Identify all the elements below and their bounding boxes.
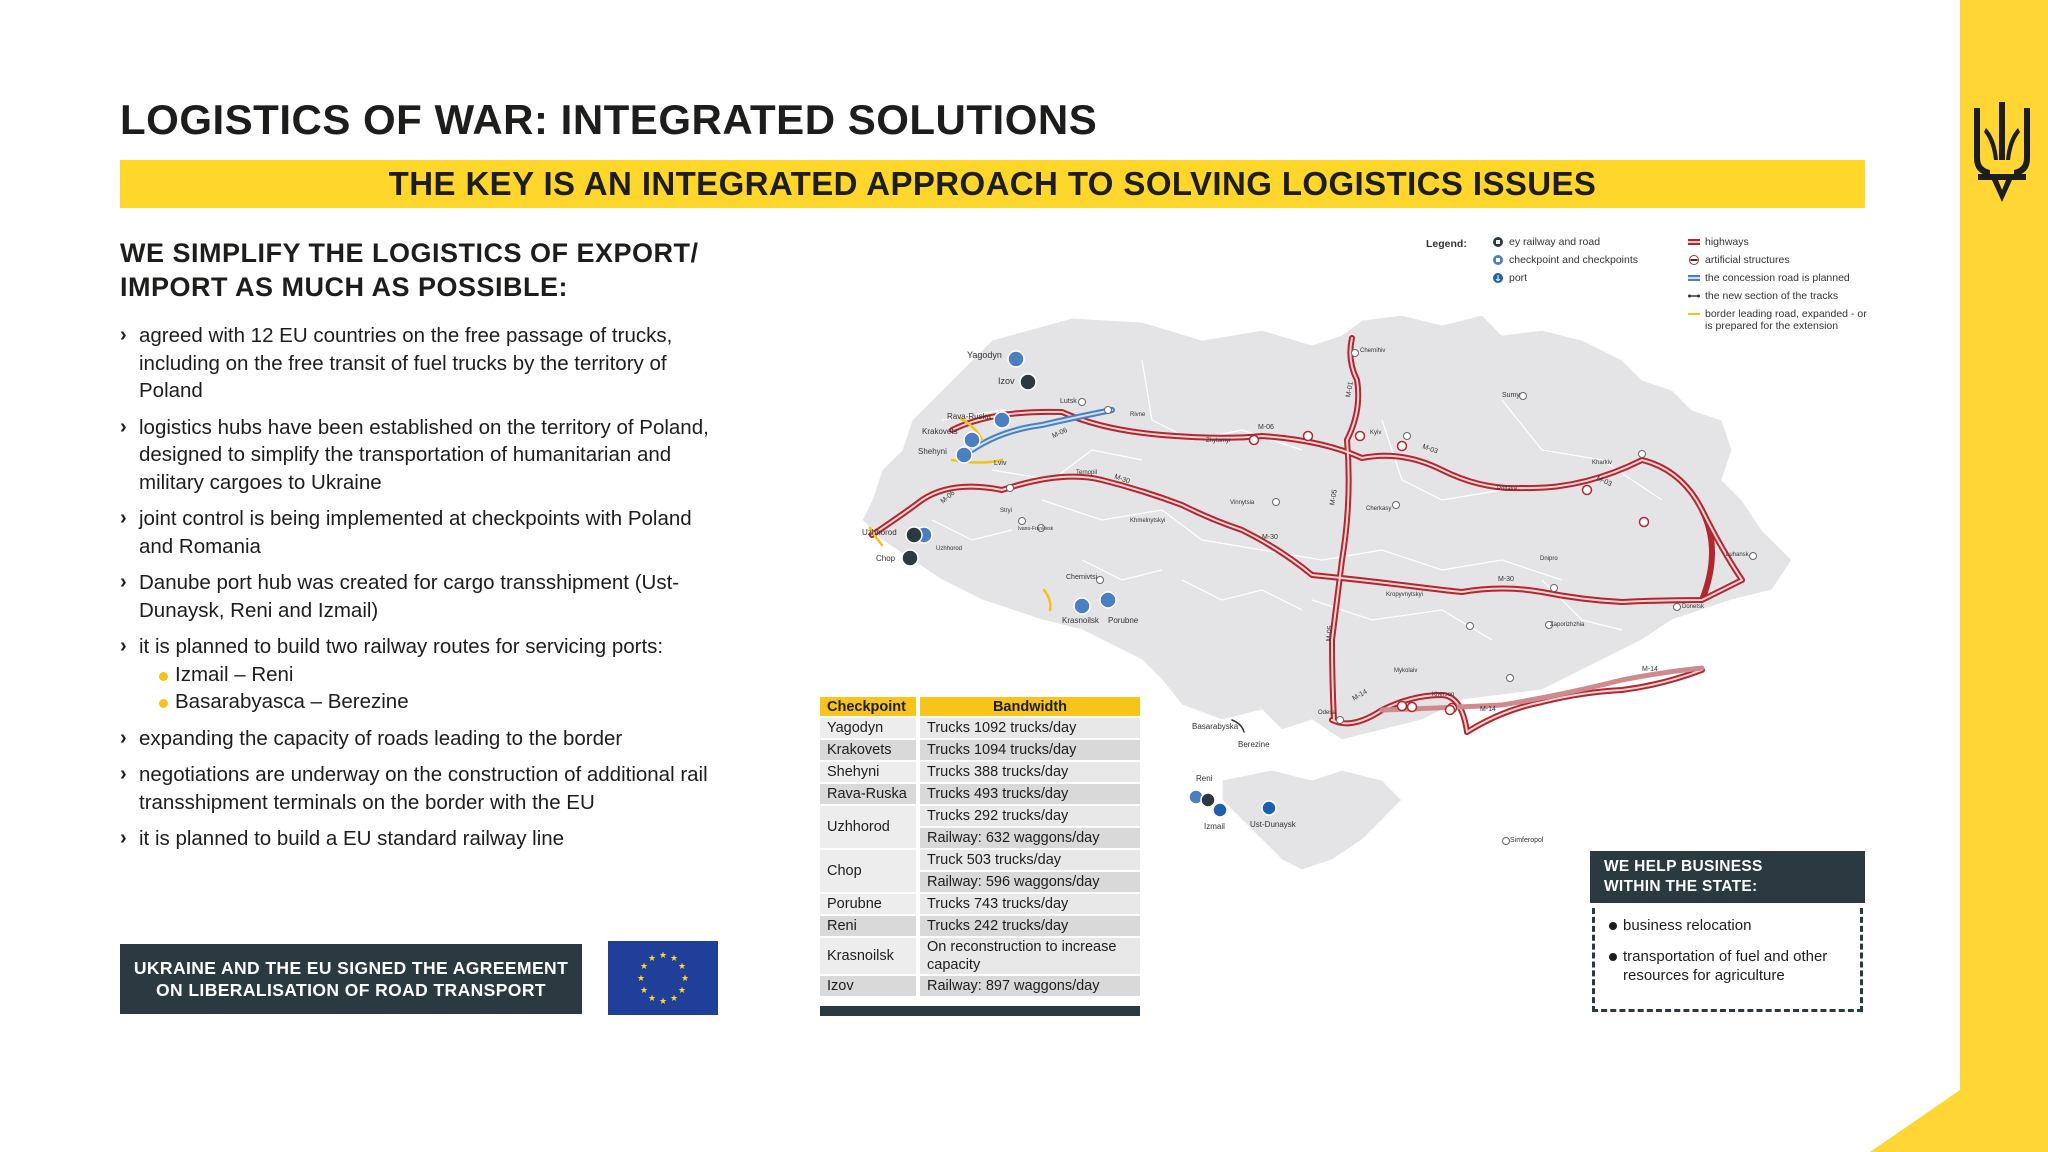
map-label-zhytomyr: Zhytomyr bbox=[1206, 438, 1232, 444]
measures-list bbox=[120, 322, 730, 862]
planned-road-line-icon bbox=[1688, 272, 1700, 284]
checkpoint-name-cell: Izov bbox=[820, 976, 920, 996]
yellow-dot-icon bbox=[159, 672, 168, 681]
checkpoint-name-cell: Yagodyn bbox=[820, 718, 920, 738]
svg-text:★: ★ bbox=[658, 951, 668, 961]
page-title: LOGISTICS OF WAR: INTEGRATED SOLUTIONS bbox=[120, 96, 1098, 143]
svg-text:★: ★ bbox=[639, 962, 649, 972]
map-label-odesa: Odesa bbox=[1318, 710, 1336, 716]
map-label-krakovets: Krakovets bbox=[922, 427, 958, 436]
map-label-zaporizhzhia: Zaporizhzhia bbox=[1550, 622, 1585, 628]
table-row bbox=[820, 762, 1140, 782]
chop-rail-icon bbox=[902, 550, 918, 566]
map-label-ust-dunaysk: Ust-Dunaysk bbox=[1250, 820, 1296, 829]
map-label-chop: Chop bbox=[876, 554, 896, 563]
map-label-yagodyn: Yagodyn bbox=[967, 350, 1002, 360]
road-label-m14: M-14 bbox=[1480, 706, 1496, 713]
list-item-text: negotiations are underway on the construction of additional rail transshipment terminals on the border with the EU bbox=[139, 763, 708, 814]
chevron-right-icon: › bbox=[120, 726, 127, 749]
rava-checkpoint-icon bbox=[994, 412, 1010, 428]
map-label-rivne: Rivne bbox=[1130, 412, 1146, 418]
key-approach-banner bbox=[120, 160, 1865, 208]
map-label-kherson: Kherson bbox=[1432, 692, 1455, 698]
legend-column bbox=[1492, 236, 1638, 290]
bullet-dot-icon bbox=[1609, 953, 1617, 961]
map-label-mykolaiv: Mykolaiv bbox=[1394, 668, 1418, 674]
column-header-checkpoint: Checkpoint bbox=[820, 697, 920, 716]
road-label-m05: M-05 bbox=[1329, 489, 1339, 506]
bandwidth-cell: Trucks 388 trucks/day bbox=[920, 762, 1140, 782]
reni-rail-icon bbox=[1201, 793, 1215, 807]
map-label-khmelnytskyi: Khmelnytskyi bbox=[1130, 518, 1166, 524]
table-row bbox=[820, 784, 1140, 804]
legend-label: Legend: bbox=[1426, 238, 1467, 250]
map-label-reni: Reni bbox=[1196, 774, 1213, 783]
rail-route-text: Izmail – Reni bbox=[175, 662, 294, 686]
map-label-basarabyaska: Basarabyska bbox=[1192, 722, 1239, 731]
map-label-lutsk: Lutsk bbox=[1060, 398, 1077, 405]
svg-text:★: ★ bbox=[677, 986, 687, 996]
rail-road-icon bbox=[1492, 236, 1504, 248]
bandwidth-cell: Railway: 596 waggons/day bbox=[920, 872, 1140, 892]
road-label-m06: M-06 bbox=[1051, 426, 1069, 441]
map-label-kyiv: Kyiv bbox=[1370, 430, 1382, 436]
list-item-text: Danube port hub was created for cargo transshipment (Ust-Dunaysk, Reni and Izmail) bbox=[139, 571, 680, 622]
road-label-m30: M-30 bbox=[1262, 534, 1278, 541]
road-label-m14: M-14 bbox=[1642, 666, 1658, 673]
checkpoint-name-cell: Shehyni bbox=[820, 762, 920, 782]
map-label-simferopol: Simferopol bbox=[1510, 837, 1544, 844]
bandwidth-cell: Railway: 897 waggons/day bbox=[920, 976, 1140, 996]
svg-text:★: ★ bbox=[647, 954, 657, 964]
izov-rail-icon bbox=[1020, 374, 1036, 390]
chevron-right-icon: › bbox=[120, 827, 127, 849]
svg-text:★: ★ bbox=[669, 994, 679, 1004]
bandwidth-cell: Railway: 632 waggons/day bbox=[920, 828, 1140, 848]
side-band-corner bbox=[1870, 1090, 1960, 1152]
table-row bbox=[820, 894, 1140, 914]
legend-item bbox=[1688, 236, 1875, 254]
map-label-ternopil: Ternopil bbox=[1076, 470, 1098, 476]
legend-text: checkpoint and checkpoints bbox=[1509, 254, 1638, 266]
agreement-badge bbox=[120, 944, 582, 1014]
svg-text:★: ★ bbox=[677, 962, 687, 972]
checkpoint-name-cell: Uzhhorod bbox=[820, 806, 920, 848]
map-label-rava: Rava-Ruska bbox=[947, 412, 992, 421]
map-label-berezine: Berezine bbox=[1238, 740, 1270, 749]
list-item bbox=[120, 569, 730, 624]
uzhhorod-rail-icon bbox=[906, 527, 922, 543]
checkpoint-name-cell: Reni bbox=[820, 916, 920, 936]
map-label-izmail: Izmail bbox=[1204, 822, 1225, 831]
bandwidth-cell: Trucks 493 trucks/day bbox=[920, 784, 1140, 804]
rail-routes-list bbox=[139, 661, 730, 716]
map-label-porubne: Porubne bbox=[1108, 616, 1139, 625]
rail-route-item bbox=[159, 661, 730, 689]
bandwidth-cell: Trucks 1094 trucks/day bbox=[920, 740, 1140, 760]
map-label-stryi: Stryi bbox=[1000, 508, 1012, 514]
bridge-icon bbox=[1688, 254, 1700, 266]
rail-route-text: Basarabyasca – Berezine bbox=[175, 690, 409, 713]
chevron-right-icon: › bbox=[120, 635, 127, 657]
map-label-izov: Izov bbox=[998, 376, 1015, 386]
help-title-line: WE HELP BUSINESS bbox=[1604, 858, 1763, 875]
bandwidth-cell: Trucks 292 trucks/day bbox=[920, 806, 1140, 826]
help-title-line: WITHIN THE STATE: bbox=[1604, 878, 1758, 895]
chevron-right-icon: › bbox=[120, 763, 127, 785]
krasnoilsk-checkpoint-icon bbox=[1074, 598, 1090, 614]
map-label-uzhhorod-city: Uzhhorod bbox=[936, 546, 963, 552]
shehyni-checkpoint-icon bbox=[956, 447, 972, 463]
legend-text: the new section of the tracks bbox=[1705, 290, 1839, 302]
list-item bbox=[120, 322, 730, 405]
legend-text: border leading road, expanded - or is prepared for the extension bbox=[1705, 308, 1867, 332]
table-row bbox=[820, 806, 1140, 826]
highway-line-icon bbox=[1688, 236, 1700, 248]
list-item-text: it is planned to build two railway routes for servicing ports: bbox=[139, 635, 664, 658]
map-label-poltava: Poltava bbox=[1497, 486, 1518, 492]
road-label-m03: M-03 bbox=[1595, 474, 1613, 489]
map-label-cherkasy: Cherkasy bbox=[1366, 506, 1392, 512]
legend-text: highways bbox=[1705, 236, 1749, 248]
map-label-sumy: Sumy bbox=[1502, 392, 1520, 399]
yagodyn-checkpoint-icon bbox=[1008, 351, 1024, 367]
map-label-kharkiv: Kharkiv bbox=[1592, 460, 1613, 466]
road-label-m06: M-06 bbox=[939, 489, 957, 506]
table-row bbox=[820, 916, 1140, 936]
legend-text: artificial structures bbox=[1705, 254, 1790, 266]
trident-emblem-icon bbox=[1970, 102, 2034, 206]
chevron-right-icon: › bbox=[120, 324, 127, 346]
logistics-heading bbox=[120, 236, 740, 304]
checkpoint-name-cell: Krasnoilsk bbox=[820, 938, 920, 974]
checkpoint-name-cell: Rava-Ruska bbox=[820, 784, 920, 804]
road-label-m05: M-05 bbox=[1325, 625, 1335, 642]
map-label-dnipro: Dnipro bbox=[1540, 556, 1558, 562]
table-row bbox=[820, 976, 1140, 996]
list-item bbox=[120, 414, 730, 497]
list-item bbox=[120, 725, 730, 753]
svg-text:★: ★ bbox=[647, 994, 657, 1004]
chevron-right-icon: › bbox=[120, 571, 127, 593]
table-header-row bbox=[820, 697, 1140, 716]
map-label-ivano: Ivano-Frankivsk bbox=[1018, 526, 1054, 532]
ust-dunaysk-port-icon bbox=[1262, 801, 1276, 815]
list-item bbox=[120, 505, 730, 560]
map-label-kropyvnytskyi: Kropyvnytskyi bbox=[1386, 592, 1424, 598]
help-item-text: transportation of fuel and other resources for agriculture bbox=[1623, 948, 1828, 984]
krakovets-checkpoint-icon bbox=[964, 432, 980, 448]
svg-text:★: ★ bbox=[669, 954, 679, 964]
checkpoint-name-cell: Krakovets bbox=[820, 740, 920, 760]
road-label-m30: M-30 bbox=[1498, 576, 1514, 583]
map-label-chernivtsi: Chernivtsi bbox=[1066, 574, 1098, 581]
legend-item bbox=[1492, 236, 1638, 254]
chevron-right-icon: › bbox=[120, 415, 127, 438]
list-item-text: it is planned to build a EU standard railway line bbox=[139, 827, 565, 850]
checkpoint-name-cell: Porubne bbox=[820, 894, 920, 914]
bandwidth-cell: On reconstruction to increase capacity bbox=[920, 938, 1140, 974]
legend-text: ey railway and road bbox=[1509, 236, 1601, 248]
legend-item bbox=[1688, 272, 1875, 290]
chevron-right-icon: › bbox=[120, 507, 127, 529]
list-item-text: agreed with 12 EU countries on the free passage of trucks, including on the free transit of fuel trucks by the territory of Poland bbox=[139, 324, 673, 402]
legend-item bbox=[1688, 254, 1875, 272]
legend-item bbox=[1492, 272, 1638, 290]
checkpoint-bandwidth-table bbox=[820, 695, 1140, 998]
svg-text:★: ★ bbox=[680, 974, 690, 984]
table-row bbox=[820, 850, 1140, 870]
svg-text:★: ★ bbox=[639, 986, 649, 996]
map-label-krasnoilsk: Krasnoilsk bbox=[1062, 616, 1099, 625]
table-row bbox=[820, 718, 1140, 738]
map-label-chernihiv: Chernihiv bbox=[1360, 348, 1386, 354]
map-label-luhansk: Luhansk bbox=[1726, 552, 1749, 558]
banner-text: THE KEY IS AN INTEGRATED APPROACH TO SOLVING LOGISTICS ISSUES bbox=[388, 165, 1597, 202]
bandwidth-cell: Trucks 242 trucks/day bbox=[920, 916, 1140, 936]
help-business-header bbox=[1590, 851, 1865, 903]
road-label-m30: M-30 bbox=[1113, 473, 1131, 486]
map-label-shehyni: Shehyni bbox=[918, 447, 947, 456]
bullet-dot-icon bbox=[1609, 922, 1617, 930]
svg-text:★: ★ bbox=[658, 997, 668, 1007]
list-item-text: expanding the capacity of roads leading to the border bbox=[139, 726, 623, 750]
bandwidth-cell: Truck 503 trucks/day bbox=[920, 850, 1140, 870]
help-business-box bbox=[1592, 908, 1863, 1012]
table-footer-bar bbox=[820, 1006, 1140, 1016]
map-label-donetsk: Donetsk bbox=[1682, 604, 1705, 610]
table-row bbox=[820, 938, 1140, 974]
yellow-dot-icon bbox=[159, 699, 168, 708]
list-item bbox=[120, 761, 730, 816]
bandwidth-cell: Trucks 743 trucks/day bbox=[920, 894, 1140, 914]
list-item-text: joint control is being implemented at checkpoints with Poland and Romania bbox=[139, 507, 692, 558]
bandwidth-cell: Trucks 1092 trucks/day bbox=[920, 718, 1140, 738]
port-icon bbox=[1492, 272, 1504, 284]
table-row bbox=[820, 740, 1140, 760]
list-item-text: logistics hubs have been established on the territory of Poland, designed to simplify the transportation of humanitarian and military cargoes to Ukraine bbox=[139, 415, 709, 494]
svg-text:★: ★ bbox=[636, 974, 646, 984]
porubne-checkpoint-icon bbox=[1100, 592, 1116, 608]
map-label-lviv: Lviv bbox=[994, 460, 1007, 467]
road-label-m01: M-01 bbox=[1345, 381, 1355, 398]
list-item bbox=[120, 825, 730, 853]
help-item bbox=[1609, 947, 1846, 985]
road-label-m06: M-06 bbox=[1258, 424, 1274, 431]
road-label-m03: M-03 bbox=[1421, 443, 1439, 456]
izmail-port-icon bbox=[1213, 803, 1227, 817]
heading-line: WE SIMPLIFY THE LOGISTICS OF EXPORT/ bbox=[120, 238, 699, 268]
map-label-vinnytsia: Vinnytsia bbox=[1230, 500, 1255, 506]
heading-line: IMPORT AS MUCH AS POSSIBLE: bbox=[120, 272, 569, 302]
list-item bbox=[120, 633, 730, 716]
road-label-m14: M-14 bbox=[1351, 688, 1369, 703]
rail-route-item bbox=[159, 688, 730, 716]
legend-text: port bbox=[1509, 272, 1528, 284]
eu-flag-icon bbox=[608, 941, 718, 1015]
agreement-line: ON LIBERALISATION OF ROAD TRANSPORT bbox=[156, 980, 546, 1000]
map-label-uzhhorod: Uzhhorod bbox=[862, 528, 897, 537]
agreement-line: UKRAINE AND THE EU SIGNED THE AGREEMENT bbox=[133, 958, 569, 978]
legend-item bbox=[1492, 254, 1638, 272]
help-item-text: business relocation bbox=[1623, 917, 1752, 934]
checkpoint-icon bbox=[1492, 254, 1504, 266]
help-item bbox=[1609, 916, 1846, 935]
checkpoint-name-cell: Chop bbox=[820, 850, 920, 892]
column-header-bandwidth: Bandwidth bbox=[920, 697, 1140, 716]
legend-text: the concession road is planned bbox=[1705, 272, 1850, 284]
